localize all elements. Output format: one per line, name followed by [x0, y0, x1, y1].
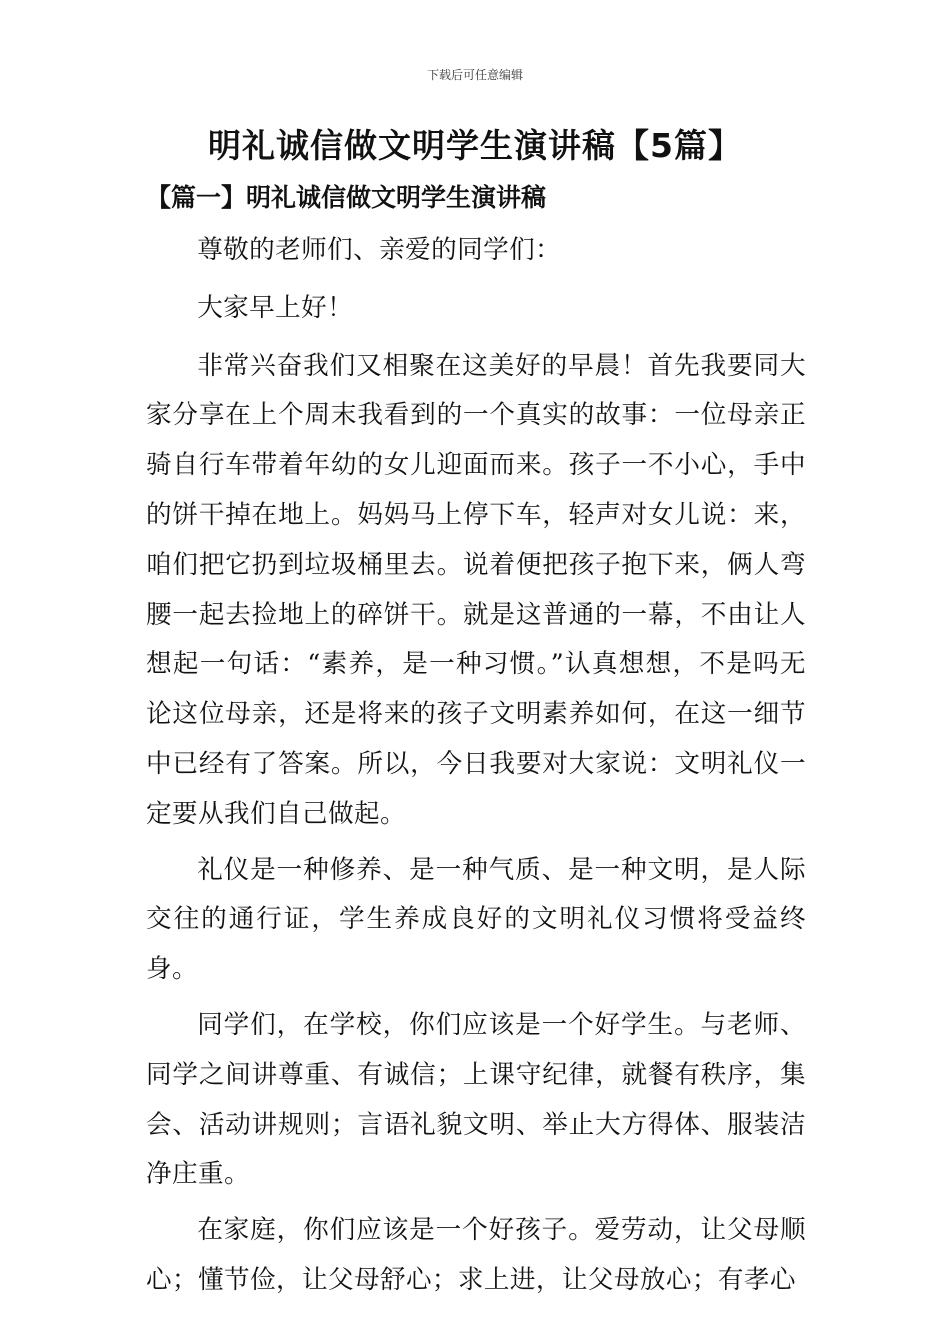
- paragraph-family: 在家庭，你们应该是一个好孩子。爱劳动，让父母顺心；懂节俭，让父母舒心；求上进，让父母放心；有孝心: [146, 1215, 806, 1295]
- paragraph-morning: 大家早上好！: [197, 292, 354, 323]
- header-note: 下载后可任意编辑: [426, 68, 523, 82]
- paragraph-etiquette: 礼仪是一种修养、是一种气质、是一种文明，是人际交往的通行证，学生养成良好的文明礼仪习惯将受益终身。: [146, 854, 806, 985]
- paragraph-story: 非常兴奋我们又相聚在这美好的早晨！首先我要同大家分享在上个周末我看到的一个真实的故事：一位母亲正骑自行车带着年幼的女儿迎面而来。孩子一不小心，手中的饼干掉在地上。妈妈马上停下车，轻声对女儿说：来，咱们把它扔到垃圾桶里去。说着便把孩子抱下来，俩人弯腰一起去捡地上的碎饼干。就是这普通的一幕，不由让人想起一句话：“素养，是一种习惯。”认真想想，不是吗无论这位母亲，还是将来的孩子文明素养如何，在这一细节中已经有了答案。所以，今日我要对大家说：文明礼仪一定要从我们自己做起。: [146, 350, 806, 829]
- document-title: 明礼诚信做文明学生演讲稿【5篇】: [208, 126, 742, 165]
- paragraph-school: 同学们，在学校，你们应该是一个好学生。与老师、同学之间讲尊重、有诚信；上课守纪律，就餐有秩序，集会、活动讲规则；言语礼貌文明、举止大方得体、服装洁净庄重。: [146, 1009, 806, 1190]
- section-heading: 【篇一】明礼诚信做文明学生演讲稿: [146, 183, 547, 212]
- document-body: [146, 226, 806, 1306]
- paragraph-greeting: 尊敬的老师们、亲爱的同学们：: [197, 235, 562, 265]
